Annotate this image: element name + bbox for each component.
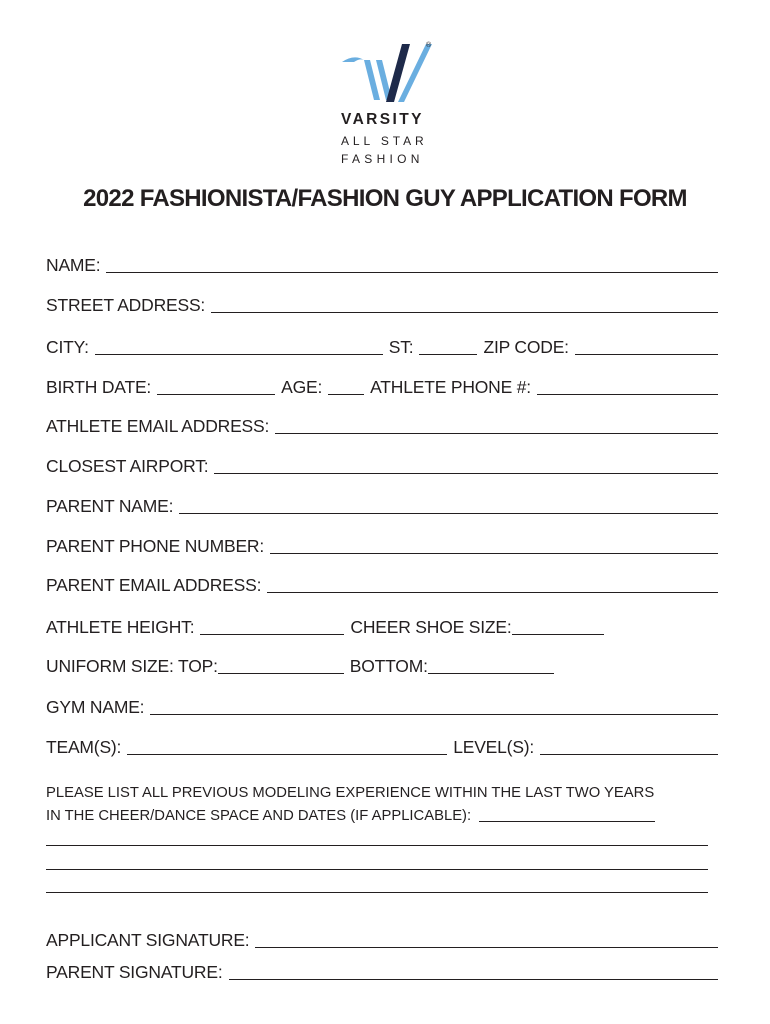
- shoe-field[interactable]: [512, 617, 604, 635]
- shoe-label: CHEER SHOE SIZE:: [350, 617, 512, 637]
- logo-word-varsity: VARSITY: [341, 111, 424, 128]
- row-applicant-signature: [46, 930, 718, 951]
- uniform-top-label: UNIFORM SIZE: TOP:: [46, 656, 218, 676]
- row-birth: [46, 377, 718, 398]
- experience-line-1: PLEASE LIST ALL PREVIOUS MODELING EXPERIENCE WITHIN THE LAST TWO YEARS: [46, 785, 655, 801]
- row-gym: [46, 697, 718, 718]
- parent-phone-label: PARENT PHONE NUMBER:: [46, 536, 265, 556]
- row-name: [46, 255, 718, 276]
- st-field[interactable]: [419, 337, 477, 355]
- parent-email-field[interactable]: [267, 575, 718, 593]
- row-street: [46, 295, 718, 316]
- experience-field-4[interactable]: [46, 892, 708, 893]
- parent-signature-field[interactable]: [229, 962, 719, 980]
- height-field[interactable]: [200, 617, 344, 635]
- experience-field-3[interactable]: [46, 869, 708, 870]
- row-parent-signature: [46, 962, 718, 983]
- name-field[interactable]: [106, 255, 718, 273]
- age-label: AGE:: [281, 377, 323, 397]
- row-uniform: [46, 656, 718, 677]
- row-parent-name: [46, 496, 718, 517]
- street-label: STREET ADDRESS:: [46, 295, 206, 315]
- levels-label: LEVEL(S):: [453, 737, 535, 757]
- height-label: ATHLETE HEIGHT:: [46, 617, 195, 637]
- bottom-label: BOTTOM:: [349, 656, 428, 676]
- logo-word-all-star: ALL STAR: [341, 134, 428, 148]
- varsity-all-star-fashion-logo: [330, 40, 440, 170]
- registered-mark: ®: [426, 42, 432, 49]
- st-label: ST:: [388, 337, 414, 357]
- name-label: NAME:: [46, 255, 101, 275]
- airport-label: CLOSEST AIRPORT:: [46, 456, 209, 476]
- airport-field[interactable]: [214, 456, 718, 474]
- varsity-v-logo-icon: [340, 40, 436, 106]
- bottom-field[interactable]: [428, 656, 554, 674]
- experience-field-2[interactable]: [46, 845, 708, 846]
- logo-word-fashion: FASHION: [341, 152, 424, 166]
- age-field[interactable]: [328, 377, 364, 395]
- birth-field[interactable]: [157, 377, 275, 395]
- teams-label: TEAM(S):: [46, 737, 122, 757]
- athlete-phone-field[interactable]: [537, 377, 718, 395]
- parent-signature-label: PARENT SIGNATURE:: [46, 962, 223, 982]
- athlete-email-label: ATHLETE EMAIL ADDRESS:: [46, 416, 270, 436]
- athlete-email-field[interactable]: [275, 416, 718, 434]
- street-field[interactable]: [211, 295, 718, 313]
- levels-field[interactable]: [540, 737, 718, 755]
- row-city: [46, 337, 718, 358]
- zip-field[interactable]: [575, 337, 718, 355]
- row-athlete-email: [46, 416, 718, 437]
- form-title: 2022 FASHIONISTA/FASHION GUY APPLICATION FORM: [83, 185, 687, 212]
- row-airport: [46, 456, 718, 477]
- parent-name-field[interactable]: [179, 496, 718, 514]
- city-label: CITY:: [46, 337, 89, 357]
- parent-phone-field[interactable]: [270, 536, 718, 554]
- gym-label: GYM NAME:: [46, 697, 145, 717]
- applicant-signature-field[interactable]: [255, 930, 718, 948]
- experience-prompt: [46, 785, 726, 824]
- row-parent-phone: [46, 536, 718, 557]
- parent-email-label: PARENT EMAIL ADDRESS:: [46, 575, 262, 595]
- gym-field[interactable]: [150, 697, 718, 715]
- applicant-signature-label: APPLICANT SIGNATURE:: [46, 930, 250, 950]
- zip-label: ZIP CODE:: [483, 337, 569, 357]
- teams-field[interactable]: [127, 737, 447, 755]
- birth-label: BIRTH DATE:: [46, 377, 152, 397]
- experience-line-2: IN THE CHEER/DANCE SPACE AND DATES (IF APPLICABLE):: [46, 808, 472, 824]
- athlete-phone-label: ATHLETE PHONE #:: [370, 377, 531, 397]
- city-field[interactable]: [95, 337, 383, 355]
- row-parent-email: [46, 575, 718, 596]
- parent-name-label: PARENT NAME:: [46, 496, 174, 516]
- row-teams: [46, 737, 718, 758]
- row-height: [46, 617, 718, 638]
- uniform-top-field[interactable]: [218, 656, 344, 674]
- experience-field-1[interactable]: [479, 807, 655, 822]
